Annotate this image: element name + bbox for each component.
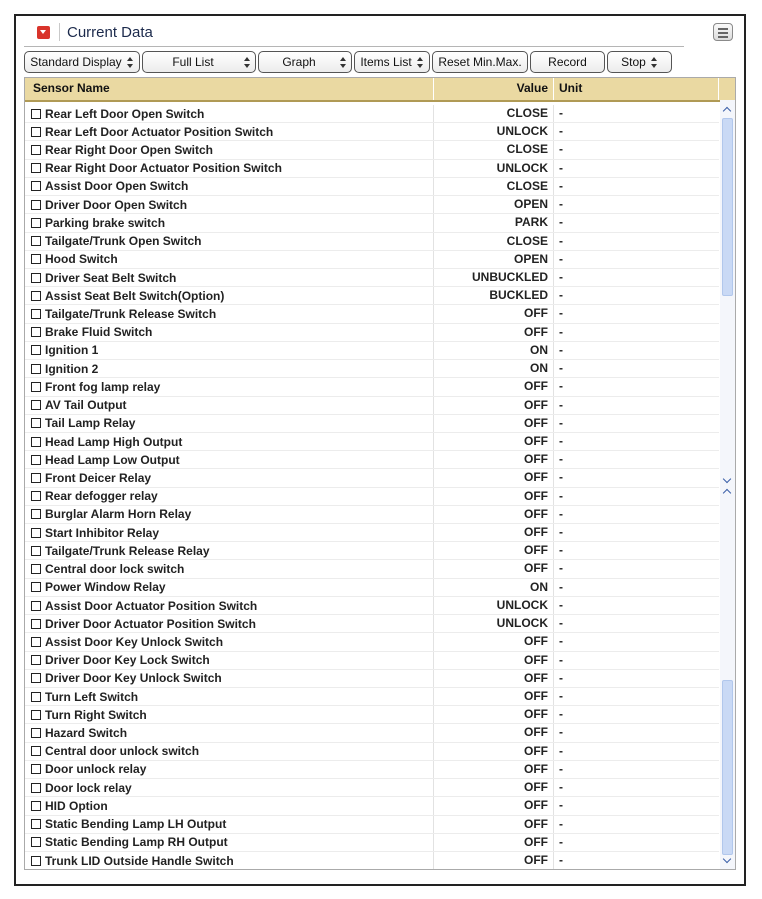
sensor-value: UNBUCKLED xyxy=(434,269,554,286)
sensor-unit: - xyxy=(559,106,563,120)
sensor-unit: - xyxy=(559,597,563,612)
sensor-name: Rear Left Door Actuator Position Switch xyxy=(45,124,274,139)
title-divider xyxy=(59,23,60,41)
sensor-value: OFF xyxy=(434,852,554,869)
sensor-name-cell xyxy=(25,233,434,250)
table-row[interactable] xyxy=(25,633,719,651)
table-row[interactable] xyxy=(25,488,719,506)
items-list-dropdown[interactable] xyxy=(354,51,430,73)
sensor-value: OFF xyxy=(434,433,554,450)
row-checkbox[interactable] xyxy=(31,309,41,319)
scroll-up-arrow-icon[interactable] xyxy=(722,105,733,116)
row-checkbox[interactable] xyxy=(31,856,41,866)
sensor-name: Assist Seat Belt Switch(Option) xyxy=(45,288,225,303)
sensor-unit: - xyxy=(559,816,563,831)
column-header-spacer xyxy=(719,78,735,100)
row-checkbox[interactable] xyxy=(31,473,41,483)
sensor-value: OFF xyxy=(434,305,554,322)
sensor-unit: - xyxy=(559,233,563,248)
row-checkbox[interactable] xyxy=(31,582,41,592)
sensor-unit: - xyxy=(559,834,563,849)
row-checkbox[interactable] xyxy=(31,345,41,355)
sensor-unit: - xyxy=(559,506,563,521)
sensor-name-cell xyxy=(25,342,434,359)
row-checkbox[interactable] xyxy=(31,455,41,465)
sensor-value: ON xyxy=(434,342,554,359)
sensor-unit: - xyxy=(559,197,563,212)
table-row[interactable] xyxy=(25,251,719,269)
table-row[interactable] xyxy=(25,652,719,670)
sensor-name-cell xyxy=(25,560,434,577)
table-row[interactable] xyxy=(25,706,719,724)
table-row[interactable] xyxy=(25,123,719,141)
sensor-name-cell xyxy=(25,743,434,760)
scroll-down-arrow-icon[interactable] xyxy=(722,856,733,867)
record-label: Record xyxy=(548,55,587,69)
sensor-name-cell xyxy=(25,324,434,341)
sensor-name-cell xyxy=(25,706,434,723)
row-checkbox[interactable] xyxy=(31,200,41,210)
sensor-name: Head Lamp High Output xyxy=(45,434,183,449)
table-row[interactable] xyxy=(25,287,719,305)
table-row[interactable] xyxy=(25,615,719,633)
sensor-name: Rear defogger relay xyxy=(45,489,158,504)
row-checkbox[interactable] xyxy=(31,655,41,665)
sensor-value: OPEN xyxy=(434,196,554,213)
sensor-value: CLOSE xyxy=(434,233,554,250)
table-row[interactable] xyxy=(25,214,719,232)
sensor-name-cell xyxy=(25,378,434,395)
table-row[interactable] xyxy=(25,397,719,415)
table-row[interactable] xyxy=(25,743,719,761)
sensor-name-cell xyxy=(25,105,434,122)
sensor-unit: - xyxy=(559,397,563,412)
sensor-value: CLOSE xyxy=(434,178,554,195)
sensor-name: Assist Door Open Switch xyxy=(45,179,189,194)
sensor-name-cell xyxy=(25,160,434,177)
sensor-name-cell xyxy=(25,178,434,195)
sensor-unit: - xyxy=(559,452,563,467)
sensor-unit: - xyxy=(559,379,563,394)
sensor-name-cell xyxy=(25,761,434,778)
sensor-unit: - xyxy=(559,761,563,776)
table-row[interactable] xyxy=(25,524,719,542)
sensor-unit: - xyxy=(559,798,563,813)
table-row[interactable] xyxy=(25,724,719,742)
table-row[interactable] xyxy=(25,433,719,451)
sensor-name: Front Deicer Relay xyxy=(45,470,152,485)
sensor-value: OFF xyxy=(434,724,554,741)
sensor-unit: - xyxy=(559,306,563,321)
sensor-name: AV Tail Output xyxy=(45,398,127,413)
sensor-name: Rear Right Door Actuator Position Switch xyxy=(45,161,282,176)
sensor-name: Driver Door Key Lock Switch xyxy=(45,653,210,668)
sensor-name: Hood Switch xyxy=(45,252,118,267)
row-checkbox[interactable] xyxy=(31,382,41,392)
sensor-name-cell xyxy=(25,816,434,833)
table-row[interactable] xyxy=(25,141,719,159)
sensor-name-cell xyxy=(25,123,434,140)
sensor-value: OPEN xyxy=(434,251,554,268)
sensor-name: Hazard Switch xyxy=(45,726,128,741)
sensor-name-cell xyxy=(25,633,434,650)
table-row[interactable] xyxy=(25,506,719,524)
table-row[interactable] xyxy=(25,269,719,287)
table-row[interactable] xyxy=(25,342,719,360)
table-row[interactable] xyxy=(25,834,719,852)
sensor-unit: - xyxy=(559,543,563,558)
row-checkbox[interactable] xyxy=(31,673,41,683)
sensor-name-cell xyxy=(25,141,434,158)
sensor-name-cell xyxy=(25,652,434,669)
sensor-unit: - xyxy=(559,251,563,266)
graph-label: Graph xyxy=(282,55,316,69)
sensor-value: ON xyxy=(434,579,554,596)
sensor-value: OFF xyxy=(434,797,554,814)
sensor-name-cell xyxy=(25,360,434,377)
sensor-unit: - xyxy=(559,361,563,376)
row-checkbox[interactable] xyxy=(31,437,41,447)
table-row[interactable] xyxy=(25,579,719,597)
sensor-name-cell xyxy=(25,797,434,814)
sensor-name-cell xyxy=(25,597,434,614)
row-checkbox[interactable] xyxy=(31,710,41,720)
sensor-value: OFF xyxy=(434,397,554,414)
row-checkbox[interactable] xyxy=(31,218,41,228)
sensor-name: Ignition 1 xyxy=(45,343,99,358)
sensor-name: Tailgate/Trunk Open Switch xyxy=(45,234,202,249)
sensor-name-cell xyxy=(25,615,434,632)
sensor-name: Central door lock switch xyxy=(45,562,185,577)
sensor-name: HID Option xyxy=(45,798,108,813)
table-row[interactable] xyxy=(25,451,719,469)
sensor-value: OFF xyxy=(434,706,554,723)
row-checkbox[interactable] xyxy=(31,837,41,847)
sensor-name-cell xyxy=(25,415,434,432)
vertical-scrollbar[interactable] xyxy=(720,100,735,869)
sensor-unit: - xyxy=(559,342,563,357)
sensor-name: Static Bending Lamp RH Output xyxy=(45,835,228,850)
sensor-value: OFF xyxy=(434,542,554,559)
table-row[interactable] xyxy=(25,670,719,688)
sensor-name-cell xyxy=(25,196,434,213)
dropdown-arrow-icon xyxy=(651,57,658,68)
sensor-unit: - xyxy=(559,142,563,157)
scrollbar-thumb[interactable] xyxy=(722,118,733,296)
row-checkbox[interactable] xyxy=(31,764,41,774)
reset-minmax-button[interactable] xyxy=(432,51,528,73)
table-body xyxy=(25,105,719,870)
sensor-name-cell xyxy=(25,305,434,322)
dropdown-arrow-icon xyxy=(127,57,134,68)
sensor-unit: - xyxy=(559,725,563,740)
sensor-name: Assist Door Key Unlock Switch xyxy=(45,634,224,649)
dropdown-arrow-icon xyxy=(340,57,347,68)
sensor-name: Driver Seat Belt Switch xyxy=(45,270,177,285)
record-button[interactable] xyxy=(530,51,605,73)
sensor-value: OFF xyxy=(434,488,554,505)
sensor-unit: - xyxy=(559,707,563,722)
sensor-name: Driver Door Key Unlock Switch xyxy=(45,671,222,686)
sensor-name: Rear Right Door Open Switch xyxy=(45,143,214,158)
full-list-dropdown[interactable] xyxy=(142,51,256,73)
sensor-name: Burglar Alarm Horn Relay xyxy=(45,507,192,522)
sensor-unit: - xyxy=(559,488,563,503)
row-checkbox[interactable] xyxy=(31,291,41,301)
row-checkbox[interactable] xyxy=(31,819,41,829)
row-checkbox[interactable] xyxy=(31,109,41,119)
hamburger-menu-icon[interactable] xyxy=(713,23,733,41)
sensor-value: OFF xyxy=(434,743,554,760)
sensor-name-cell xyxy=(25,524,434,541)
sensor-value: UNLOCK xyxy=(434,615,554,632)
sensor-value: UNLOCK xyxy=(434,123,554,140)
row-checkbox[interactable] xyxy=(31,400,41,410)
sensor-name: Ignition 2 xyxy=(45,361,99,376)
sensor-value: OFF xyxy=(434,378,554,395)
sensor-value: OFF xyxy=(434,451,554,468)
sensor-name: Driver Door Actuator Position Switch xyxy=(45,616,256,631)
column-header-sensor-name[interactable]: Sensor Name xyxy=(25,78,434,100)
stop-dropdown[interactable] xyxy=(607,51,672,73)
dropdown-arrow-icon xyxy=(244,57,251,68)
row-checkbox[interactable] xyxy=(31,364,41,374)
title-bar xyxy=(24,18,684,47)
table-row[interactable] xyxy=(25,688,719,706)
sensor-name: Turn Left Switch xyxy=(45,689,139,704)
row-checkbox[interactable] xyxy=(31,236,41,246)
sensor-unit: - xyxy=(559,689,563,703)
table-row[interactable] xyxy=(25,178,719,196)
sensor-unit: - xyxy=(559,616,563,631)
sensor-unit: - xyxy=(559,579,563,594)
sensor-name: Power Window Relay xyxy=(45,580,166,595)
sensor-name-cell xyxy=(25,834,434,851)
sensor-value: CLOSE xyxy=(434,141,554,158)
row-checkbox[interactable] xyxy=(31,327,41,337)
row-checkbox[interactable] xyxy=(31,746,41,756)
sensor-name: Tailgate/Trunk Release Switch xyxy=(45,307,217,322)
sensor-unit: - xyxy=(559,561,563,576)
row-checkbox[interactable] xyxy=(31,163,41,173)
sensor-name-cell xyxy=(25,214,434,231)
sensor-name-cell xyxy=(25,852,434,869)
table-row[interactable] xyxy=(25,852,719,870)
sensor-unit: - xyxy=(559,415,563,430)
sensor-unit: - xyxy=(559,634,563,649)
sensor-name-cell xyxy=(25,542,434,559)
sensor-name: Head Lamp Low Output xyxy=(45,452,180,467)
scrollbar-thumb-secondary[interactable] xyxy=(722,680,733,855)
table-row[interactable] xyxy=(25,160,719,178)
table-row[interactable] xyxy=(25,305,719,323)
sensor-name-cell xyxy=(25,724,434,741)
table-row[interactable] xyxy=(25,797,719,815)
sensor-name: Tail Lamp Relay xyxy=(45,416,136,431)
row-checkbox[interactable] xyxy=(31,692,41,702)
table-row[interactable] xyxy=(25,105,719,123)
sensor-unit: - xyxy=(559,215,563,230)
table-row[interactable] xyxy=(25,597,719,615)
sensor-name-cell xyxy=(25,397,434,414)
sensor-name: Front fog lamp relay xyxy=(45,379,161,394)
table-row[interactable] xyxy=(25,816,719,834)
sensor-unit: - xyxy=(559,160,563,175)
sensor-name: Central door unlock switch xyxy=(45,744,200,759)
standard-display-dropdown[interactable] xyxy=(24,51,140,73)
sensor-unit: - xyxy=(559,324,563,339)
sensor-value: BUCKLED xyxy=(434,287,554,304)
sensor-value: OFF xyxy=(434,506,554,523)
sensor-value: OFF xyxy=(434,560,554,577)
sensor-unit: - xyxy=(559,780,563,795)
row-checkbox[interactable] xyxy=(31,601,41,611)
sensor-name: Parking brake switch xyxy=(45,215,166,230)
scroll-up-arrow-icon[interactable] xyxy=(722,487,733,498)
sensor-name: Driver Door Open Switch xyxy=(45,197,188,212)
sensor-name: Start Inhibitor Relay xyxy=(45,525,160,540)
sensor-name: Brake Fluid Switch xyxy=(45,325,153,340)
row-checkbox[interactable] xyxy=(31,801,41,811)
row-checkbox[interactable] xyxy=(31,564,41,574)
sensor-name-cell xyxy=(25,688,434,705)
sensor-value: OFF xyxy=(434,688,554,705)
sensor-unit: - xyxy=(559,852,563,867)
sensor-unit: - xyxy=(559,124,563,139)
table-row[interactable] xyxy=(25,233,719,251)
table-row[interactable] xyxy=(25,415,719,433)
row-checkbox[interactable] xyxy=(31,619,41,629)
sensor-unit: - xyxy=(559,652,563,667)
sensor-value: OFF xyxy=(434,633,554,650)
row-checkbox[interactable] xyxy=(31,491,41,501)
table-row[interactable] xyxy=(25,360,719,378)
sensor-name: Assist Door Actuator Position Switch xyxy=(45,598,258,613)
sensor-unit: - xyxy=(559,269,563,284)
sensor-name: Door lock relay xyxy=(45,780,132,795)
sensor-value: CLOSE xyxy=(434,105,554,122)
row-checkbox[interactable] xyxy=(31,637,41,647)
sensor-unit: - xyxy=(559,178,563,193)
sensor-value: OFF xyxy=(434,524,554,541)
sensor-name-cell xyxy=(25,287,434,304)
table-row[interactable] xyxy=(25,196,719,214)
sensor-value: UNLOCK xyxy=(434,160,554,177)
column-header-value[interactable]: Value xyxy=(434,78,554,100)
sensor-value: OFF xyxy=(434,652,554,669)
table-row[interactable] xyxy=(25,779,719,797)
sensor-name: Door unlock relay xyxy=(45,762,147,777)
sensor-unit: - xyxy=(559,433,563,448)
full-list-label: Full List xyxy=(172,55,214,69)
row-checkbox[interactable] xyxy=(31,783,41,793)
window-title: Current Data xyxy=(67,23,153,41)
sensor-value: ON xyxy=(434,360,554,377)
sensor-value: OFF xyxy=(434,415,554,432)
scroll-down-arrow-icon[interactable] xyxy=(722,476,733,487)
sensor-unit: - xyxy=(559,470,563,485)
sensor-value: PARK xyxy=(434,214,554,231)
row-checkbox[interactable] xyxy=(31,127,41,137)
table-row[interactable] xyxy=(25,761,719,779)
row-checkbox[interactable] xyxy=(31,254,41,264)
sensor-value: UNLOCK xyxy=(434,597,554,614)
collapse-arrow-icon[interactable] xyxy=(37,26,50,39)
sensor-name-cell xyxy=(25,433,434,450)
sensor-name-cell xyxy=(25,451,434,468)
sensor-name-cell xyxy=(25,579,434,596)
row-checkbox[interactable] xyxy=(31,181,41,191)
table-row[interactable] xyxy=(25,469,719,487)
table-header xyxy=(25,78,735,102)
sensor-name: Trunk LID Outside Handle Switch xyxy=(45,853,234,868)
row-checkbox[interactable] xyxy=(31,728,41,738)
row-checkbox[interactable] xyxy=(31,546,41,556)
sensor-unit: - xyxy=(559,670,563,685)
column-header-unit[interactable]: Unit xyxy=(554,78,719,100)
table-row[interactable] xyxy=(25,378,719,396)
sensor-unit: - xyxy=(559,743,563,758)
sensor-name-cell xyxy=(25,670,434,687)
sensor-name-cell xyxy=(25,251,434,268)
sensor-value: OFF xyxy=(434,324,554,341)
sensor-name-cell xyxy=(25,488,434,505)
sensor-unit: - xyxy=(559,525,563,540)
row-checkbox[interactable] xyxy=(31,145,41,155)
row-checkbox[interactable] xyxy=(31,273,41,283)
graph-dropdown[interactable] xyxy=(258,51,352,73)
stop-label: Stop xyxy=(621,55,646,69)
sensor-name-cell xyxy=(25,506,434,523)
sensor-value: OFF xyxy=(434,469,554,486)
sensor-value: OFF xyxy=(434,779,554,796)
dropdown-arrow-icon xyxy=(417,57,424,68)
row-checkbox[interactable] xyxy=(31,509,41,519)
reset-minmax-label: Reset Min.Max. xyxy=(438,55,522,69)
sensor-data-table xyxy=(24,77,736,870)
table-row[interactable] xyxy=(25,324,719,342)
sensor-name: Tailgate/Trunk Release Relay xyxy=(45,543,210,558)
sensor-name: Turn Right Switch xyxy=(45,707,147,722)
sensor-name: Rear Left Door Open Switch xyxy=(45,106,205,121)
sensor-name-cell xyxy=(25,779,434,796)
row-checkbox[interactable] xyxy=(31,528,41,538)
sensor-value: OFF xyxy=(434,816,554,833)
sensor-value: OFF xyxy=(434,670,554,687)
sensor-value: OFF xyxy=(434,834,554,851)
sensor-name: Static Bending Lamp LH Output xyxy=(45,817,227,832)
standard-display-label: Standard Display xyxy=(30,55,122,69)
sensor-name-cell xyxy=(25,269,434,286)
row-checkbox[interactable] xyxy=(31,418,41,428)
table-row[interactable] xyxy=(25,560,719,578)
sensor-name-cell xyxy=(25,469,434,486)
sensor-value: OFF xyxy=(434,761,554,778)
items-list-label: Items List xyxy=(360,55,412,69)
table-row[interactable] xyxy=(25,542,719,560)
sensor-unit: - xyxy=(559,288,563,303)
